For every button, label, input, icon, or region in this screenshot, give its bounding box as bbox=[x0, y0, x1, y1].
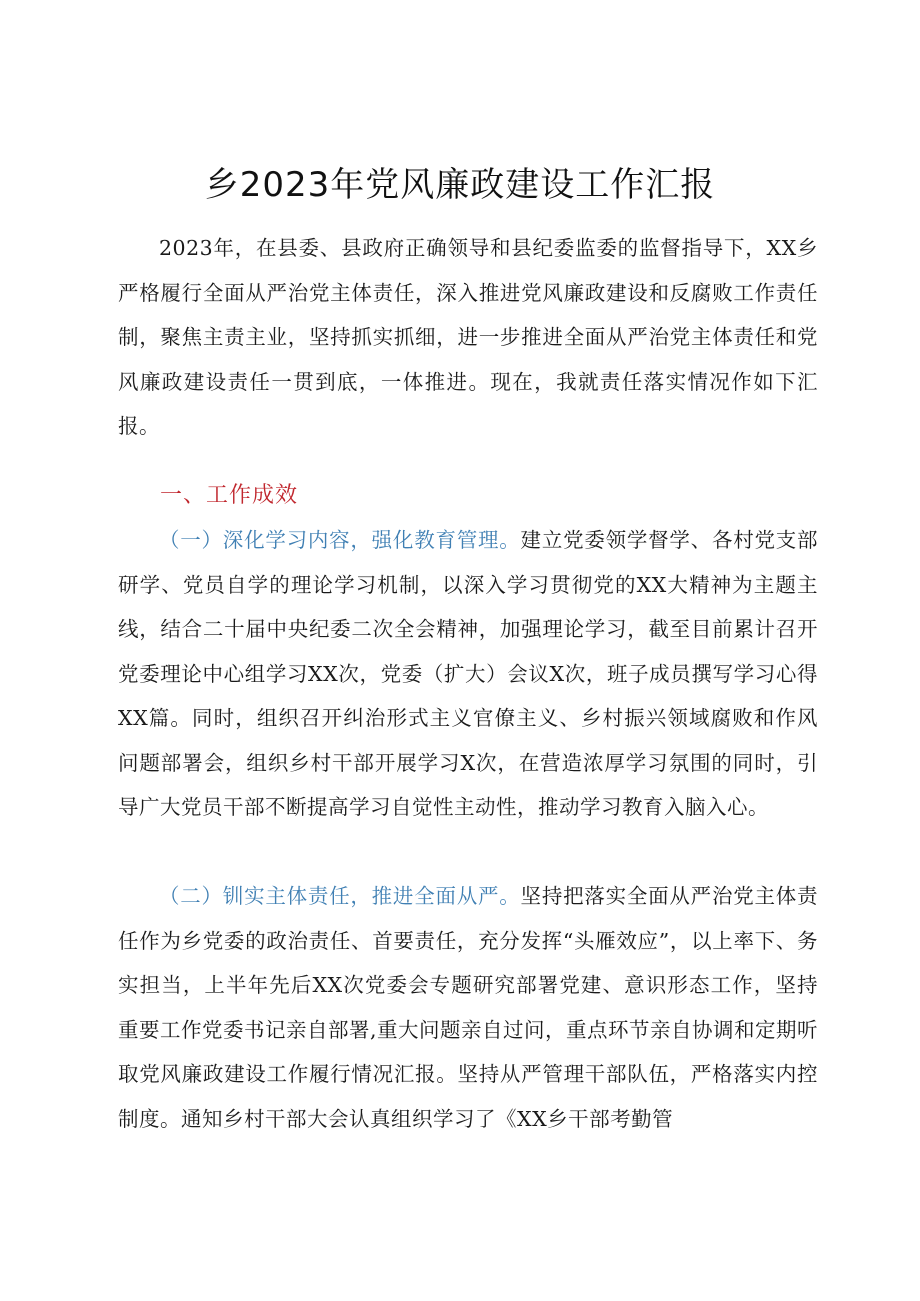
item-one-heading: （一）深化学习内容，强化教育管理。 bbox=[159, 528, 521, 552]
paragraph-item-one bbox=[118, 518, 818, 830]
document-title: 乡2023年党风廉政建设工作汇报 bbox=[204, 165, 716, 205]
item-one-text: 建立党委领学督学、各村党支部研学、党员自学的理论学习机制，以深入学习贯彻党的XX大精神为主题主线，结合二十届中央纪委二次全会精神，加强理论学习，截至目前累计召开党委理论中心组学习XX次，党委（扩大）会议X次，班子成员撰写学习心得XX篇。同时，组织召开纠治形式主义官僚主义、乡村振兴领域腐败和作风问题部署会，组织乡村干部开展学习X次，在营造浓厚学习氛围的同时，引导广大党员干部不断提高学习自觉性主动性，推动学习教育入脑入心。 bbox=[118, 528, 819, 819]
intro-paragraph: 2023年，在县委、县政府正确领导和县纪委监委的监督指导下，XX乡严格履行全面从严治党主体责任，深入推进党风廉政建设和反腐败工作责任制，聚焦主责主业，坚持抓实抓细，进一步推进全面从严治党主体责任和党风廉政建设责任一贯到底，一体推进。现在，我就责任落实情况作如下汇报。 bbox=[118, 236, 818, 438]
section-heading-work-results: 一、工作成效 bbox=[160, 483, 299, 508]
item-two-text: 坚持把落实全面从严治党主体责任作为乡党委的政治责任、首要责任，充分发挥“头雁效应”，以上率下、务实担当，上半年先后XX次党委会专题研究部署党建、意识形态工作，坚持重要工作党委书记亲自部署,重大问题亲自过问，重点环节亲自协调和定期听取党风廉政建设工作履行情况汇报。坚持从严管理干部队伍，严格落实内控制度。通知乡村干部大会认真组织学习了《XX乡干部考勤管 bbox=[118, 884, 819, 1131]
paragraph-item-two bbox=[118, 874, 818, 1141]
item-two-heading: （二）钏实主体责任，推进全面从严。 bbox=[159, 884, 521, 908]
